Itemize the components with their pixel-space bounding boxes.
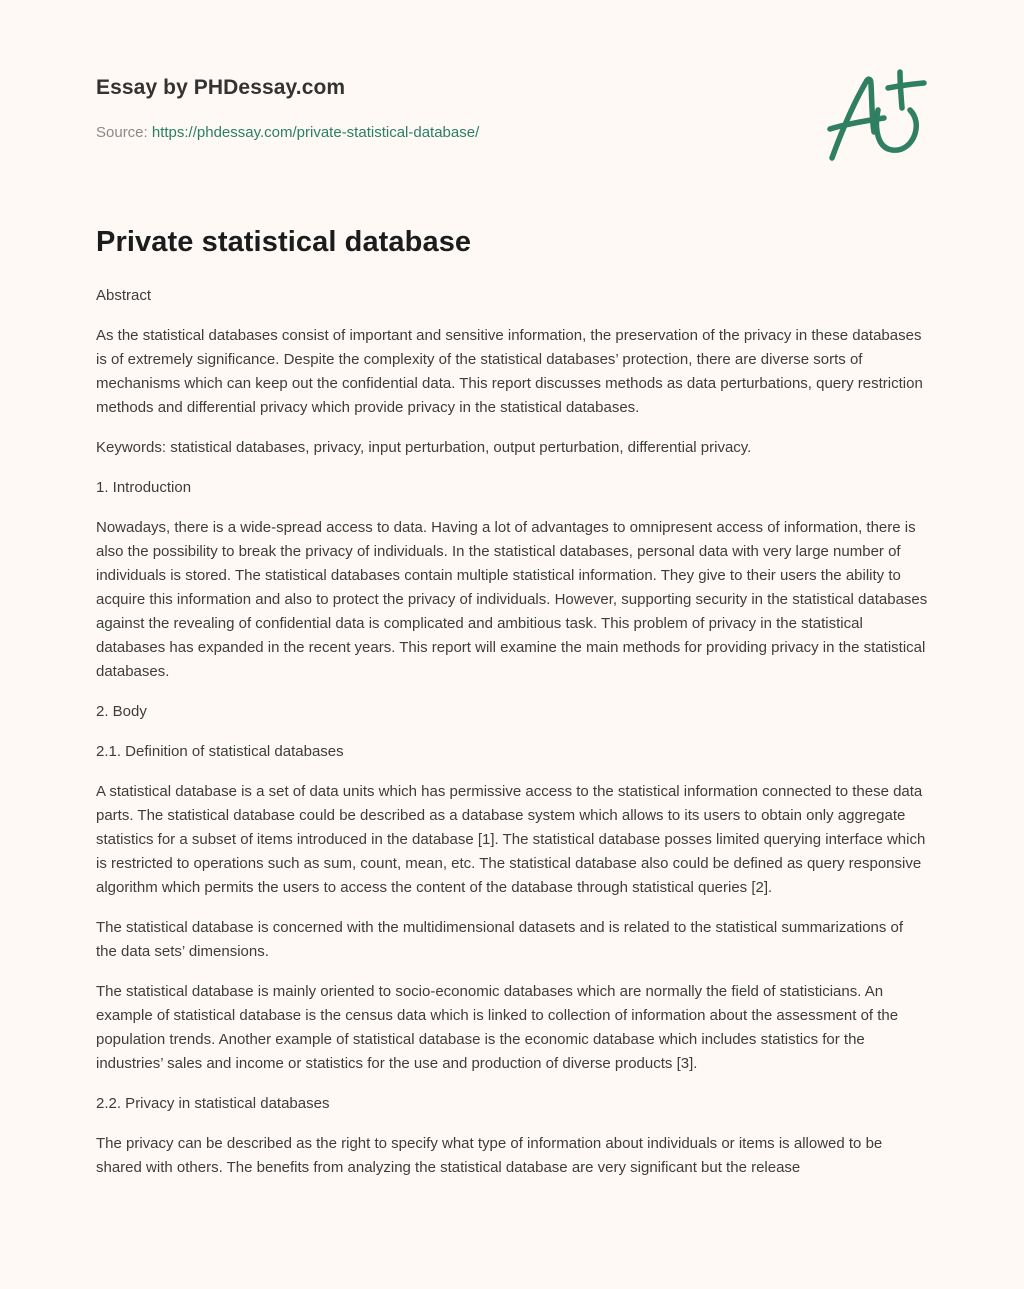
source-line: [96, 124, 479, 141]
site-brand: Essay by PHDessay.com: [96, 76, 346, 99]
paragraph-socio-economic: The statistical database is mainly oriented to socio-economic databases which are normally the field of statisticians. An example of statistical database is the census data which is linked to collection of information about the assessment of the population trends. Another example of statistical database is the economic database which includes statistics for the industries’ sales and income or statistics for the use and production of diverse products [3].: [96, 983, 899, 1072]
paragraph-keywords: Keywords: statistical databases, privacy, input perturbation, output perturbation, differential privacy.: [96, 439, 752, 456]
source-link[interactable]: https://phdessay.com/private-statistical-database/: [151, 124, 480, 141]
page-header: [96, 0, 928, 200]
page-title: Private statistical database: [96, 226, 472, 258]
section-heading-definition: 2.1. Definition of statistical databases: [96, 743, 344, 760]
paragraph-abstract: As the statistical databases consist of important and sensitive information, the preservation of the privacy in these databases is of extremely significance. Despite the complexity of the statistical databases’ protection, there are diverse sorts of mechanisms which can keep out the confidential data. This report discusses methods as data perturbations, query restriction methods and differential privacy which provide privacy in the statistical databases.: [96, 327, 923, 416]
essay-body: [96, 284, 928, 1196]
section-heading-introduction: 1. Introduction: [96, 479, 192, 496]
paragraph-privacy: The privacy can be described as the right to specify what type of information about individuals or items is allowed to be shared with others. The benefits from analyzing the statistical database are very significant but the release: [96, 1135, 883, 1176]
source-label: Source:: [96, 124, 148, 141]
paragraph-definition: A statistical database is a set of data units which has permissive access to the statistical information connected to these data parts. The statistical database could be described as a database system which allows to its users to obtain only aggregate statistics for a subset of items introduced in the database [1]. The statistical database posses limited querying interface which is restricted to operations such as sum, count, mean, etc. The statistical database also could be defined as query responsive algorithm which permits the users to access the content of the database through statistical queries [2].: [96, 783, 926, 896]
section-heading-abstract: Abstract: [96, 287, 152, 304]
section-heading-privacy: 2.2. Privacy in statistical databases: [96, 1095, 330, 1112]
section-heading-body: 2. Body: [96, 703, 147, 720]
a-plus-grade-icon: [822, 66, 932, 166]
essay-page: [96, 0, 928, 1176]
paragraph-multidimensional: The statistical database is concerned with the multidimensional datasets and is related to the statistical summarizations of the data sets’ dimensions.: [96, 919, 904, 960]
paragraph-introduction: Nowadays, there is a wide-spread access to data. Having a lot of advantages to omnipresent access of information, there is also the possibility to break the privacy of individuals. In the statistical databases, personal data with very large number of individuals is stored. The statistical databases contain multiple statistical information. They give to their users the ability to acquire this information and also to protect the privacy of individuals. However, supporting security in the statistical databases against the revealing of confidential data is complicated and ambitious task. This problem of privacy in the statistical databases has expanded in the recent years. This report will examine the main methods for providing privacy in the statistical databases.: [96, 519, 928, 680]
